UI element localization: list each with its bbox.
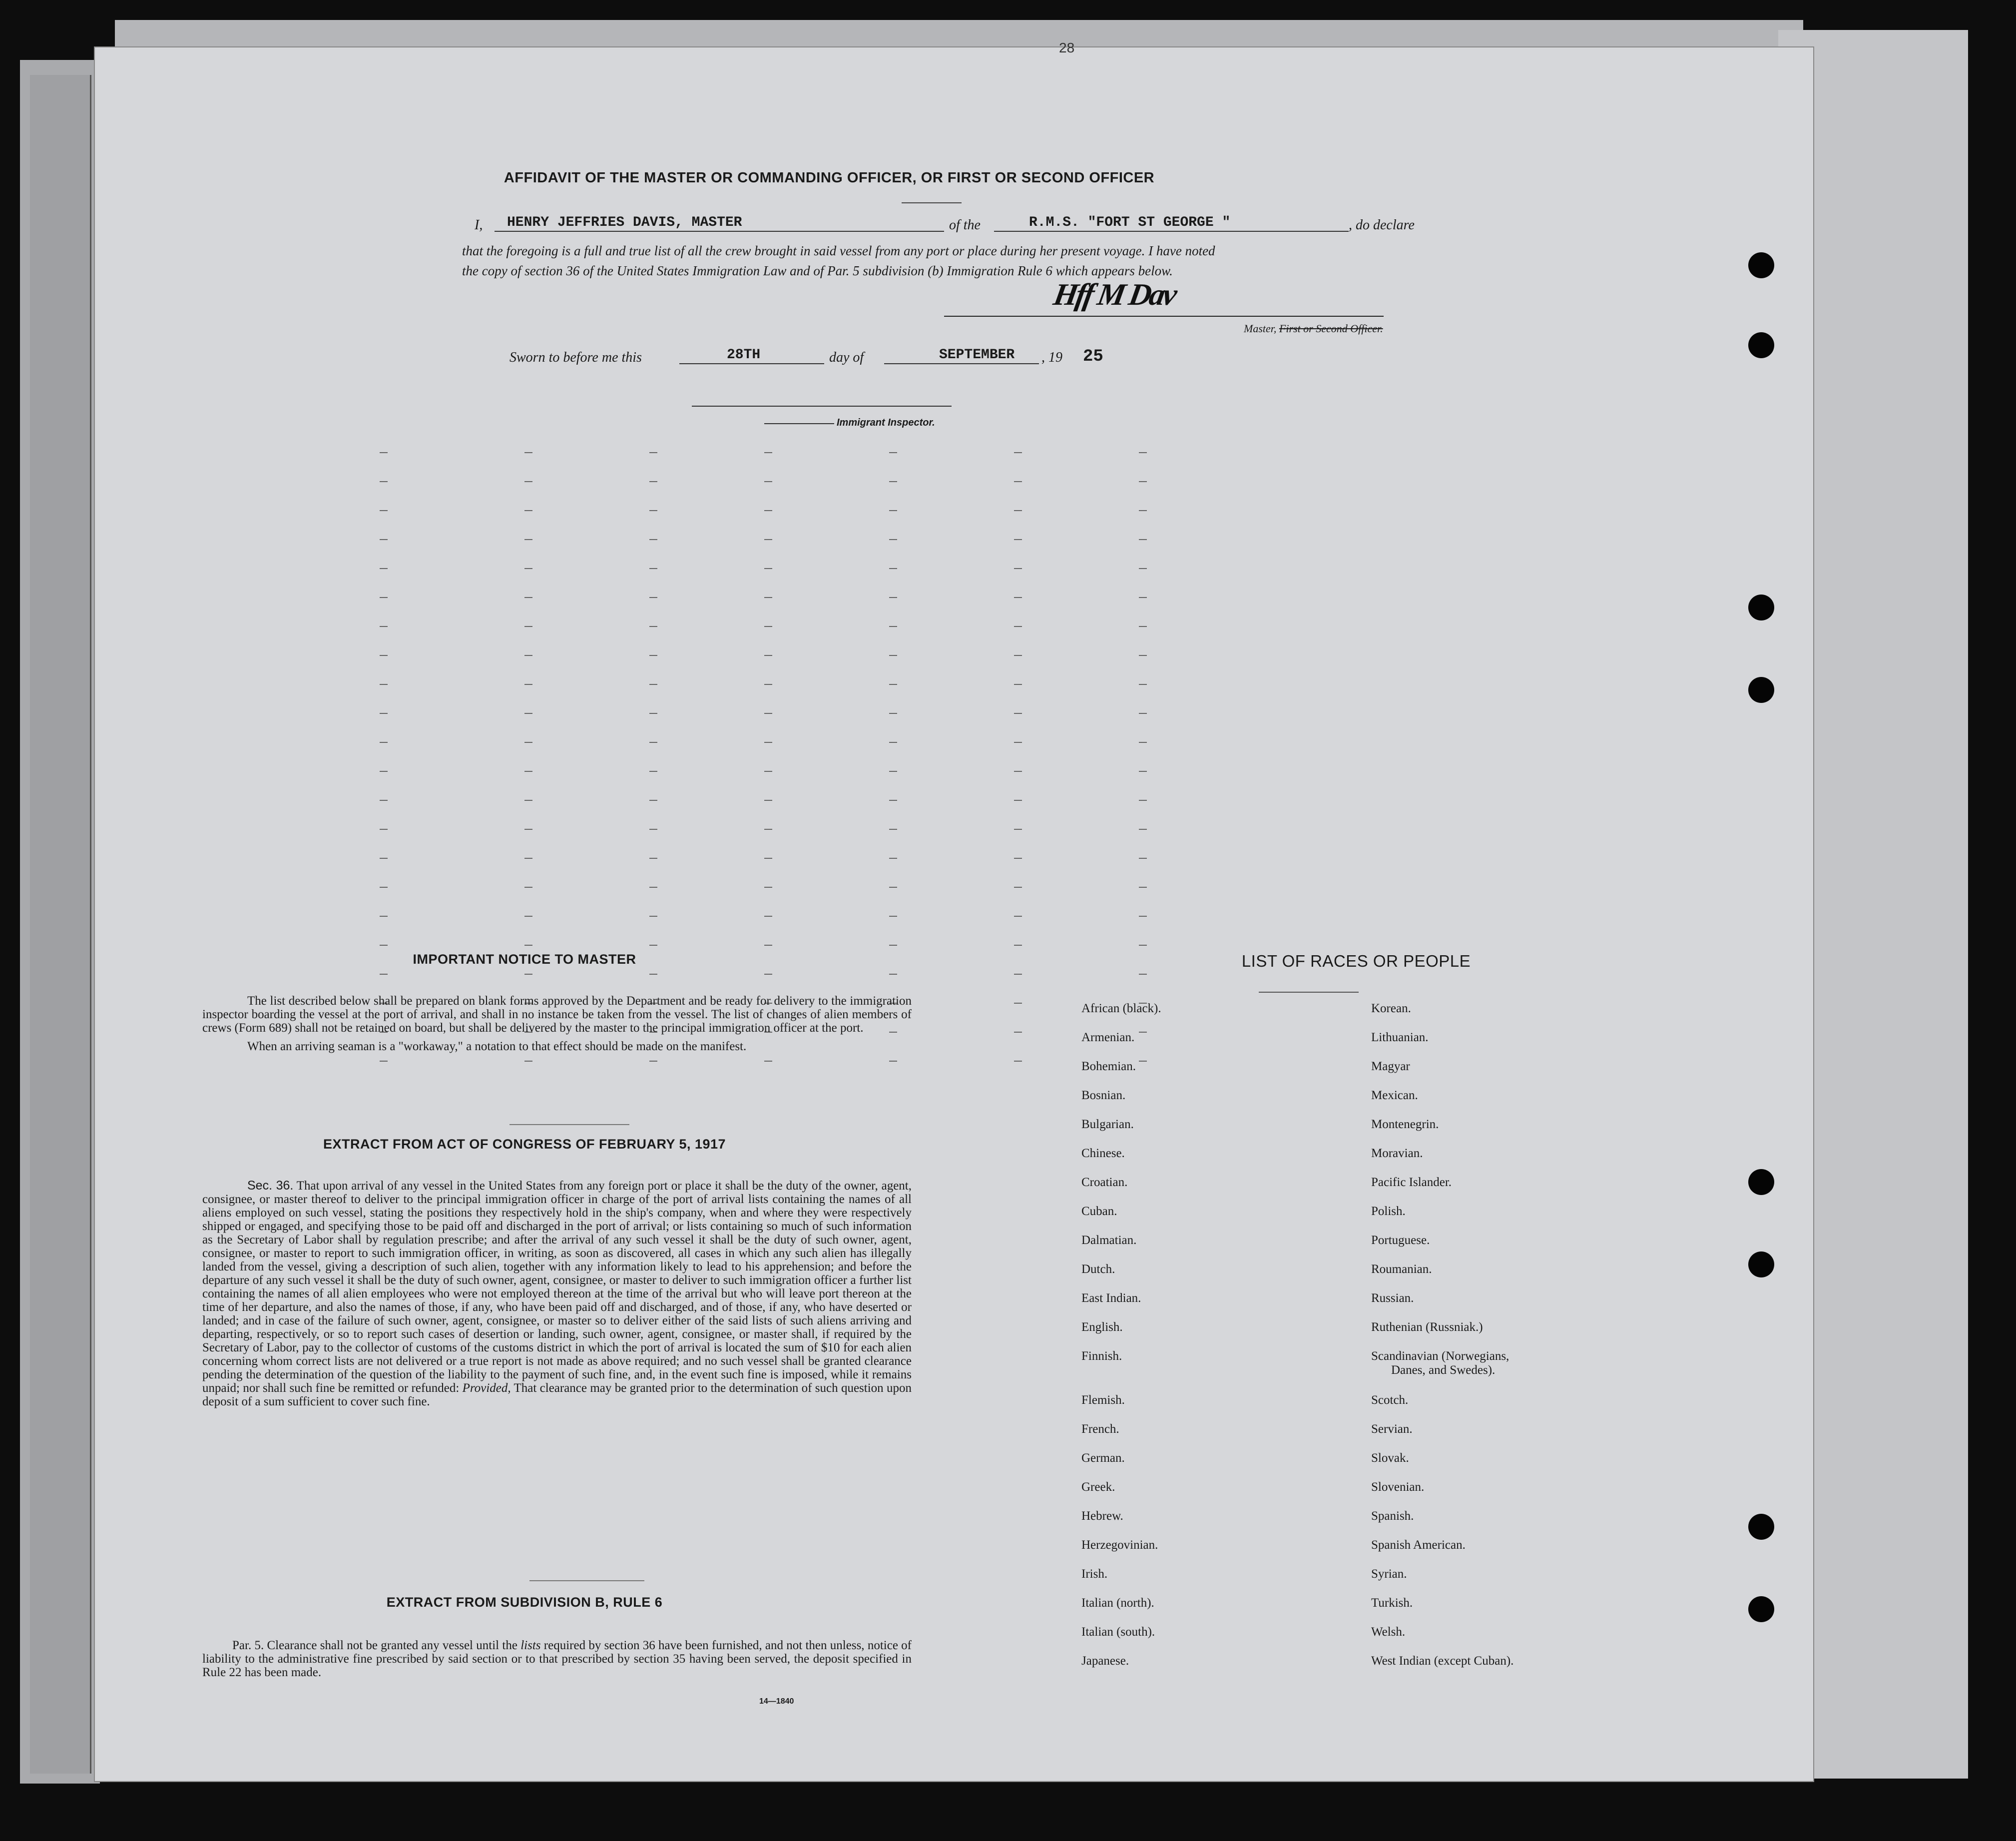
form-dash [380, 626, 388, 627]
race-item: Chinese. [1081, 1147, 1125, 1160]
form-dash [1014, 539, 1022, 540]
document-page [95, 40, 1813, 1781]
race-item: Roumanian. [1371, 1262, 1432, 1276]
signature-caption [1244, 322, 1383, 335]
form-dash [1014, 510, 1022, 511]
sworn-label: Sworn to before me this [509, 350, 642, 365]
form-dash [1014, 945, 1022, 946]
form-dash [524, 626, 532, 627]
notice-rule [509, 1124, 629, 1125]
rule6-paragraph [202, 1639, 912, 1679]
form-dash [1139, 713, 1147, 714]
form-dash [1139, 626, 1147, 627]
race-item: Slovak. [1371, 1451, 1409, 1465]
form-dash [649, 858, 657, 859]
extract-rule-divider [529, 1580, 644, 1581]
form-dash [1014, 974, 1022, 975]
year-suffix: 25 [1083, 347, 1103, 366]
form-dash [649, 829, 657, 830]
signature-caption-master: Master, [1244, 322, 1279, 335]
form-dash [1014, 800, 1022, 801]
form-dash [1014, 887, 1022, 888]
form-dash [524, 684, 532, 685]
form-dash [889, 626, 897, 627]
form-dash [649, 452, 657, 453]
year-prefix: , 19 [1041, 350, 1062, 365]
form-dash [524, 858, 532, 859]
affidavit-body-line2: the copy of section 36 of the United States Immigration Law and of Par. 5 subdivision (b) Immigration Rule 6 which appears below. [462, 263, 1173, 278]
form-dash [524, 974, 532, 975]
punch-hole-7 [1748, 1514, 1774, 1540]
race-item: Pacific Islander. [1371, 1176, 1452, 1189]
form-dash [1139, 597, 1147, 598]
form-dash [524, 945, 532, 946]
form-dash [764, 684, 772, 685]
race-item: Spanish. [1371, 1509, 1414, 1523]
punch-hole-4 [1748, 677, 1774, 703]
form-dash [889, 713, 897, 714]
race-item: Italian (south). [1081, 1625, 1155, 1639]
form-dash [889, 858, 897, 859]
form-dash [524, 597, 532, 598]
form-dash [1139, 1061, 1147, 1062]
form-dash [380, 452, 388, 453]
form-dash [889, 452, 897, 453]
form-dash [524, 771, 532, 772]
extract-rule-body [202, 1639, 912, 1679]
form-dash [649, 974, 657, 975]
form-dash [380, 829, 388, 830]
form-dash [380, 771, 388, 772]
form-dash [764, 481, 772, 482]
form-dash [889, 510, 897, 511]
form-dash [889, 597, 897, 598]
form-dash [889, 1061, 897, 1062]
race-item: German. [1081, 1451, 1125, 1465]
inspector-line-short [764, 423, 834, 424]
form-dash [649, 800, 657, 801]
race-item: Scandinavian (Norwegians, [1371, 1349, 1510, 1363]
form-dash [764, 539, 772, 540]
signature-caption-struck: First or Second Officer. [1279, 322, 1383, 335]
form-dash [380, 568, 388, 569]
extract-act-paragraph [202, 1179, 912, 1408]
form-dash [764, 452, 772, 453]
form-dash [1014, 742, 1022, 743]
form-dash [1139, 481, 1147, 482]
form-dash [1014, 481, 1022, 482]
form-dash [1139, 655, 1147, 656]
form-dash [764, 713, 772, 714]
race-item: English. [1081, 1320, 1123, 1334]
form-dash [380, 597, 388, 598]
form-dash [380, 510, 388, 511]
form-dash [524, 539, 532, 540]
affidavit-title: AFFIDAVIT OF THE MASTER OR COMMANDING OFFICER, OR FIRST OR SECOND OFFICER [504, 170, 1155, 186]
provided-term: Provided, [462, 1381, 511, 1395]
form-dash [1139, 539, 1147, 540]
form-dash [524, 510, 532, 511]
form-dash [889, 539, 897, 540]
race-item: Portuguese. [1371, 1233, 1430, 1247]
inspector-caption: Immigrant Inspector. [837, 417, 935, 428]
notice-para2: When an arriving seaman is a "workaway," a notation to that effect should be made on the manifest. [247, 1040, 747, 1053]
form-dash [380, 684, 388, 685]
punch-hole-3 [1748, 595, 1774, 620]
race-item: Dutch. [1081, 1262, 1115, 1276]
form-dash [1014, 1032, 1022, 1033]
form-dash [524, 713, 532, 714]
form-dash [524, 568, 532, 569]
form-dash [524, 800, 532, 801]
form-dash [380, 945, 388, 946]
form-dash [524, 916, 532, 917]
form-dash [764, 655, 772, 656]
form-dash [380, 800, 388, 801]
punch-hole-8 [1748, 1596, 1774, 1622]
race-item: Finnish. [1081, 1349, 1122, 1363]
race-item: French. [1081, 1422, 1119, 1436]
form-dash [380, 974, 388, 975]
race-item: Scotch. [1371, 1393, 1409, 1407]
form-dash [1014, 568, 1022, 569]
form-dash [764, 974, 772, 975]
race-item: Slovenian. [1371, 1480, 1425, 1494]
form-dash [649, 742, 657, 743]
form-dash [649, 481, 657, 482]
of-the-label: of the [949, 217, 981, 233]
races-title: LIST OF RACES OR PEOPLE [1241, 952, 1471, 970]
race-item: Armenian. [1081, 1031, 1135, 1044]
form-dash [764, 1061, 772, 1062]
form-dash [1014, 655, 1022, 656]
race-item: Irish. [1081, 1567, 1108, 1581]
race-item: African (black). [1081, 1002, 1161, 1015]
master-signature: Hff M Dav [1051, 278, 1178, 312]
punch-hole-5 [1748, 1169, 1774, 1195]
form-dash [764, 800, 772, 801]
form-dash [889, 829, 897, 830]
form-dash [524, 452, 532, 453]
race-item: Moravian. [1371, 1147, 1423, 1160]
race-item: Bohemian. [1081, 1060, 1136, 1073]
form-dash [524, 655, 532, 656]
form-dash [1139, 800, 1147, 801]
form-dash [764, 829, 772, 830]
section-36-tail: That clearance may be granted prior to the determination of such question upon deposit of a sum sufficient to cover such fine. [202, 1381, 912, 1408]
form-dash [380, 655, 388, 656]
form-dash [380, 887, 388, 888]
form-dash [889, 771, 897, 772]
rule6-text-b: required by section 36 have been furnished, and not then unless, notice of liability to the administrative fine prescribed by said section or to that prescribed by section 35 having been served, the deposit specified in Rule 22 has been made. [202, 1639, 912, 1679]
title-rule [902, 202, 962, 203]
notice-para1: The list described below shall be prepared on blank forms approved by the Department and be ready for delivery to the immigration inspector boarding the vessel at the port of arrival, and shall in no instance be taken from the vessel. The list of changes of alien members of crews (Form 689) shall not be retained on board, but shall be delivered by the master to the principal immigration officer at the port. [202, 994, 912, 1035]
form-dash [764, 858, 772, 859]
race-item: Mexican. [1371, 1089, 1418, 1102]
race-item: Montenegrin. [1371, 1118, 1439, 1131]
race-item: Bosnian. [1081, 1089, 1126, 1102]
form-dash [1014, 771, 1022, 772]
form-dash [1014, 916, 1022, 917]
race-item: Ruthenian (Russniak.) [1371, 1320, 1483, 1334]
do-declare-label: , do declare [1349, 217, 1415, 233]
rule6-lists-term: lists [520, 1639, 541, 1652]
form-dash [1014, 597, 1022, 598]
race-item: Polish. [1371, 1205, 1406, 1218]
form-dash [524, 481, 532, 482]
affidavit-body-line1: that the foregoing is a full and true list of all the crew brought in said vessel from any port or place during her present voyage. I have noted [462, 243, 1215, 258]
form-dash [1014, 684, 1022, 685]
punch-hole-2 [1748, 332, 1774, 358]
day-of-label: day of [829, 350, 864, 365]
form-dash [889, 945, 897, 946]
form-dash [524, 887, 532, 888]
form-dash [649, 945, 657, 946]
form-dash [764, 742, 772, 743]
notice-body [202, 994, 912, 1053]
extract-act-title: EXTRACT FROM ACT OF CONGRESS OF FEBRUARY 5, 1917 [323, 1137, 726, 1152]
form-dash [1139, 829, 1147, 830]
form-dash [649, 597, 657, 598]
race-item: West Indian (except Cuban). [1371, 1654, 1514, 1668]
form-dash [380, 539, 388, 540]
form-dash [1139, 684, 1147, 685]
section-label: Sec. 36. [247, 1179, 294, 1193]
vessel-name: R.M.S. "FORT ST GEORGE " [1029, 215, 1231, 230]
race-item: Korean. [1371, 1002, 1411, 1015]
section-36-text: That upon arrival of any vessel in the United States from any foreign port or place it shall be the duty of the owner, agent, consignee, or master thereof to deliver to the principal immigration officer in charge of the port of arrival lists containing the names of all aliens employed on such vessel, stating the positions they respectively hold in the ship's company, when and where they were respectively shipped or engaged, and specifying those to be paid off and discharged in the port of arrival; or lists containing so much of such information as the Secretary of Labor shall by regulation prescribe; and after the arrival of any such vessel it shall be the duty of such owner, agent, consignee, or master to report to such immigration officer, in writing, as soon as discovered, all cases in which any such alien has illegally landed from the vessel, giving a description of such alien, together with any information likely to lead to his apprehension; and before the departure of any such vessel it shall be the duty of such owner, agent, consignee, or master to deliver to such immigration officer a further list containing the names of all alien employees who were not employed thereon at the time of the arrival but who will leave port thereon at the time of her departure, and also the names of those, if any, who have been paid off and discharged, and of those, if any, who have deserted or landed; and in case of the failure of such owner, agent, consignee, or master so to deliver either of the said lists of such aliens arriving and departing, respectively, or so to report such cases of desertion or landing, such owner, agent, consignee, or master shall, if required by the Secretary of Labor, pay to the collector of customs of the customs district in which the port of arrival is located the sum of $10 for each alien concerning whom correct lists are not delivered or a true report is not made as above required; and no such vessel shall be granted clearance pending the determination of the question of the liability to the payment of such fine, and, in the event such fine is imposed, while it remains unpaid; nor shall such fine be remitted or refunded: [202, 1179, 912, 1395]
form-dash [1139, 568, 1147, 569]
race-item-continuation: Danes, and Swedes). [1391, 1363, 1496, 1377]
race-item: Italian (north). [1081, 1596, 1154, 1610]
race-item: Russian. [1371, 1291, 1414, 1305]
form-dash [764, 510, 772, 511]
form-dash [1139, 1032, 1147, 1033]
form-dash [1139, 510, 1147, 511]
race-item: Lithuanian. [1371, 1031, 1429, 1044]
form-dash [380, 481, 388, 482]
form-dash [889, 974, 897, 975]
race-item: Welsh. [1371, 1625, 1406, 1639]
stamp-number: 28 [1059, 40, 1075, 55]
punch-hole-6 [1748, 1251, 1774, 1277]
form-dash [1139, 916, 1147, 917]
form-dash [1139, 974, 1147, 975]
race-item: Servian. [1371, 1422, 1413, 1436]
form-dash [649, 539, 657, 540]
form-dash [380, 713, 388, 714]
form-dash [1014, 1061, 1022, 1062]
officer-name: HENRY JEFFRIES DAVIS, MASTER [507, 215, 742, 230]
extract-rule-title: EXTRACT FROM SUBDIVISION B, RULE 6 [386, 1595, 663, 1610]
race-item: East Indian. [1081, 1291, 1141, 1305]
form-dash [764, 945, 772, 946]
form-dash [649, 1061, 657, 1062]
form-number: 14—1840 [759, 1697, 794, 1706]
form-dash [524, 1061, 532, 1062]
race-item: Flemish. [1081, 1393, 1125, 1407]
race-item: Turkish. [1371, 1596, 1413, 1610]
form-dash [380, 858, 388, 859]
race-item: Herzegovinian. [1081, 1538, 1158, 1552]
form-dash [889, 916, 897, 917]
form-dash [1014, 858, 1022, 859]
form-dash [889, 684, 897, 685]
races-rule [1259, 992, 1359, 993]
race-item: Magyar [1371, 1060, 1410, 1073]
form-dash [764, 887, 772, 888]
form-dash [649, 713, 657, 714]
form-dash [649, 684, 657, 685]
form-dash [764, 626, 772, 627]
form-dash [1139, 452, 1147, 453]
notice-title: IMPORTANT NOTICE TO MASTER [413, 952, 636, 967]
race-item: Croatian. [1081, 1176, 1128, 1189]
inspector-line [692, 406, 952, 407]
form-dash [1014, 713, 1022, 714]
form-dash [649, 916, 657, 917]
race-item: Japanese. [1081, 1654, 1129, 1668]
rule6-text-a: Par. 5. Clearance shall not be granted any vessel until the [232, 1639, 517, 1652]
form-dash [649, 655, 657, 656]
form-dash [764, 916, 772, 917]
form-dash [1014, 829, 1022, 830]
form-dash [889, 887, 897, 888]
form-dash [524, 829, 532, 830]
form-dash [1014, 452, 1022, 453]
form-dash [1139, 887, 1147, 888]
form-dash [889, 655, 897, 656]
form-dash [1014, 1003, 1022, 1004]
race-item: Hebrew. [1081, 1509, 1123, 1523]
form-dash [764, 771, 772, 772]
form-dash [649, 771, 657, 772]
form-dash [524, 742, 532, 743]
race-item: Bulgarian. [1081, 1118, 1134, 1131]
form-dash [649, 568, 657, 569]
form-dash [889, 481, 897, 482]
form-dash [380, 916, 388, 917]
sworn-month: SEPTEMBER [939, 347, 1015, 363]
form-dash [1139, 771, 1147, 772]
form-dash [889, 742, 897, 743]
extract-act-body [202, 1179, 912, 1408]
form-dash [649, 626, 657, 627]
form-dash [1139, 742, 1147, 743]
signature-line [944, 316, 1384, 317]
form-dash [649, 887, 657, 888]
binder-strip [30, 75, 91, 1774]
form-dash [380, 742, 388, 743]
form-dash [889, 568, 897, 569]
form-dash [1014, 626, 1022, 627]
form-dash [1139, 945, 1147, 946]
race-item: Cuban. [1081, 1205, 1117, 1218]
race-item: Syrian. [1371, 1567, 1407, 1581]
form-dash [764, 597, 772, 598]
form-dash [380, 1061, 388, 1062]
race-item: Greek. [1081, 1480, 1115, 1494]
form-dash [764, 568, 772, 569]
form-dash [889, 800, 897, 801]
form-dash [1139, 858, 1147, 859]
race-item: Spanish American. [1371, 1538, 1466, 1552]
i-label: I, [475, 217, 483, 233]
sworn-day: 28TH [727, 347, 761, 363]
form-dash [649, 510, 657, 511]
punch-hole-1 [1748, 252, 1774, 278]
race-item: Dalmatian. [1081, 1233, 1137, 1247]
